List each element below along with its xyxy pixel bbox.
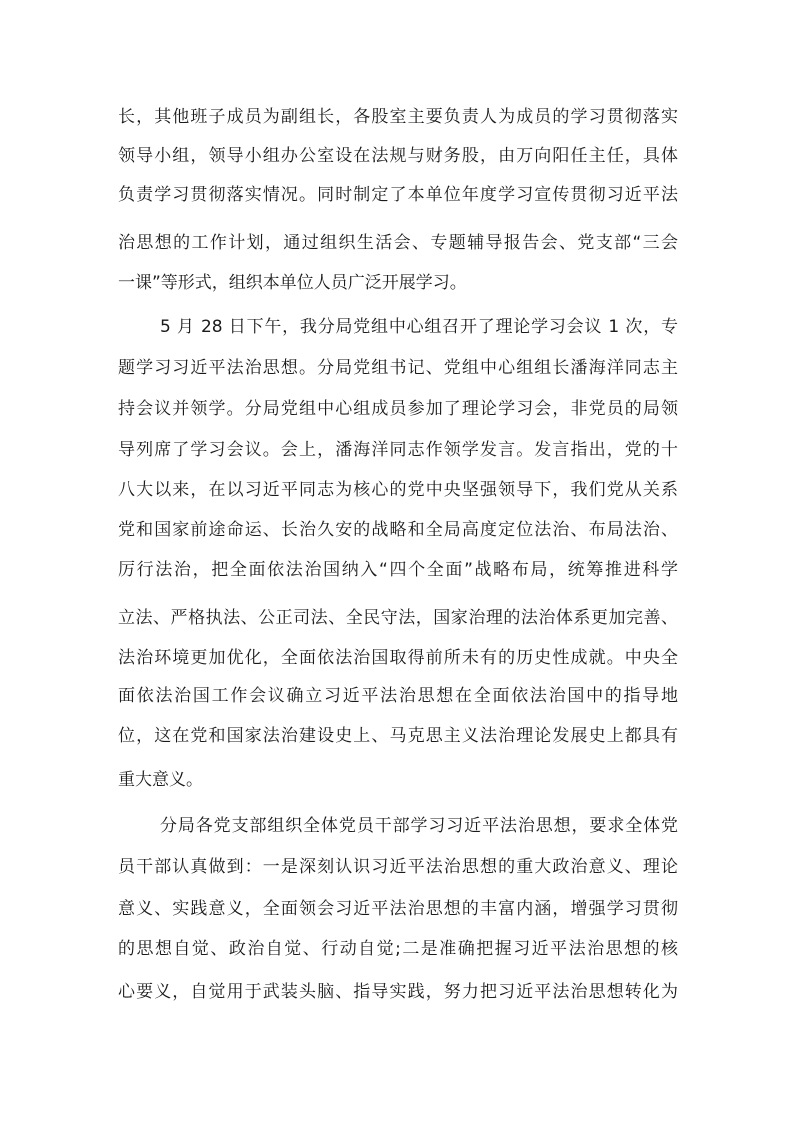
paragraph-line: 负责学习贯彻落实情况。同时制定了本单位年度学习宣传贯彻习近平法 xyxy=(118,185,678,205)
paragraph-line: 持会议并领学。分局党组中心组成员参加了理论学习会，非党员的局领 xyxy=(118,399,678,419)
paragraph-line: 长，其他班子成员为副组长，各股室主要负责人为成员的学习贯彻落实 xyxy=(118,107,678,127)
paragraph-line: 立法、严格执法、公正司法、全民守法，国家治理的法治体系更加完善、 xyxy=(118,608,678,628)
paragraph-line: 导列席了学习会议。会上，潘海洋同志作领学发言。发言指出，党的十 xyxy=(118,440,678,460)
paragraph-line: 5 月 28 日下午，我分局党组中心组召开了理论学习会议 1 次，专 xyxy=(160,317,678,337)
paragraph-line: 治思想的工作计划，通过组织生活会、专题辅导报告会、党支部“三会 xyxy=(118,233,678,253)
paragraph-line: 法治环境更加优化，全面依法治国取得前所未有的历史性成就。中央全 xyxy=(118,648,678,668)
paragraph-line: 领导小组，领导小组办公室设在法规与财务股，由万向阳任主任，具体 xyxy=(118,146,678,166)
paragraph-line: 员干部认真做到：一是深刻认识习近平法治思想的重大政治意义、理论 xyxy=(118,857,678,877)
paragraph-line: 党和国家前途命运、长治久安的战略和全局高度定位法治、布局法治、 xyxy=(118,520,678,540)
paragraph-line: 分局各党支部组织全体党员干部学习习近平法治思想，要求全体党 xyxy=(160,816,678,836)
paragraph-line: 面依法治国工作会议确立习近平法治思想在全面依法治国中的指导地 xyxy=(118,686,678,706)
paragraph-line: 重大意义。 xyxy=(118,770,203,790)
paragraph-line: 意义、实践意义，全面领会习近平法治思想的丰富内涵，增强学习贯彻 xyxy=(118,899,678,919)
paragraph-line: 的思想自觉、政治自觉、行动自觉;二是准确把握习近平法治思想的核 xyxy=(118,939,678,959)
paragraph-line: 一课”等形式，组织本单位人员广泛开展学习。 xyxy=(118,273,467,293)
paragraph-line: 厉行法治，把全面依法治国纳入“四个全面”战略布局，统筹推进科学 xyxy=(118,560,678,580)
paragraph-line: 八大以来，在以习近平同志为核心的党中央坚强领导下，我们党从关系 xyxy=(118,480,678,500)
paragraph-line: 心要义，自觉用于武装头脑、指导实践，努力把习近平法治思想转化为 xyxy=(118,982,678,1002)
paragraph-line: 题学习习近平法治思想。分局党组书记、党组中心组组长潘海洋同志主 xyxy=(118,358,678,378)
paragraph-line: 位，这在党和国家法治建设史上、马克思主义法治理论发展史上都具有 xyxy=(118,726,678,746)
